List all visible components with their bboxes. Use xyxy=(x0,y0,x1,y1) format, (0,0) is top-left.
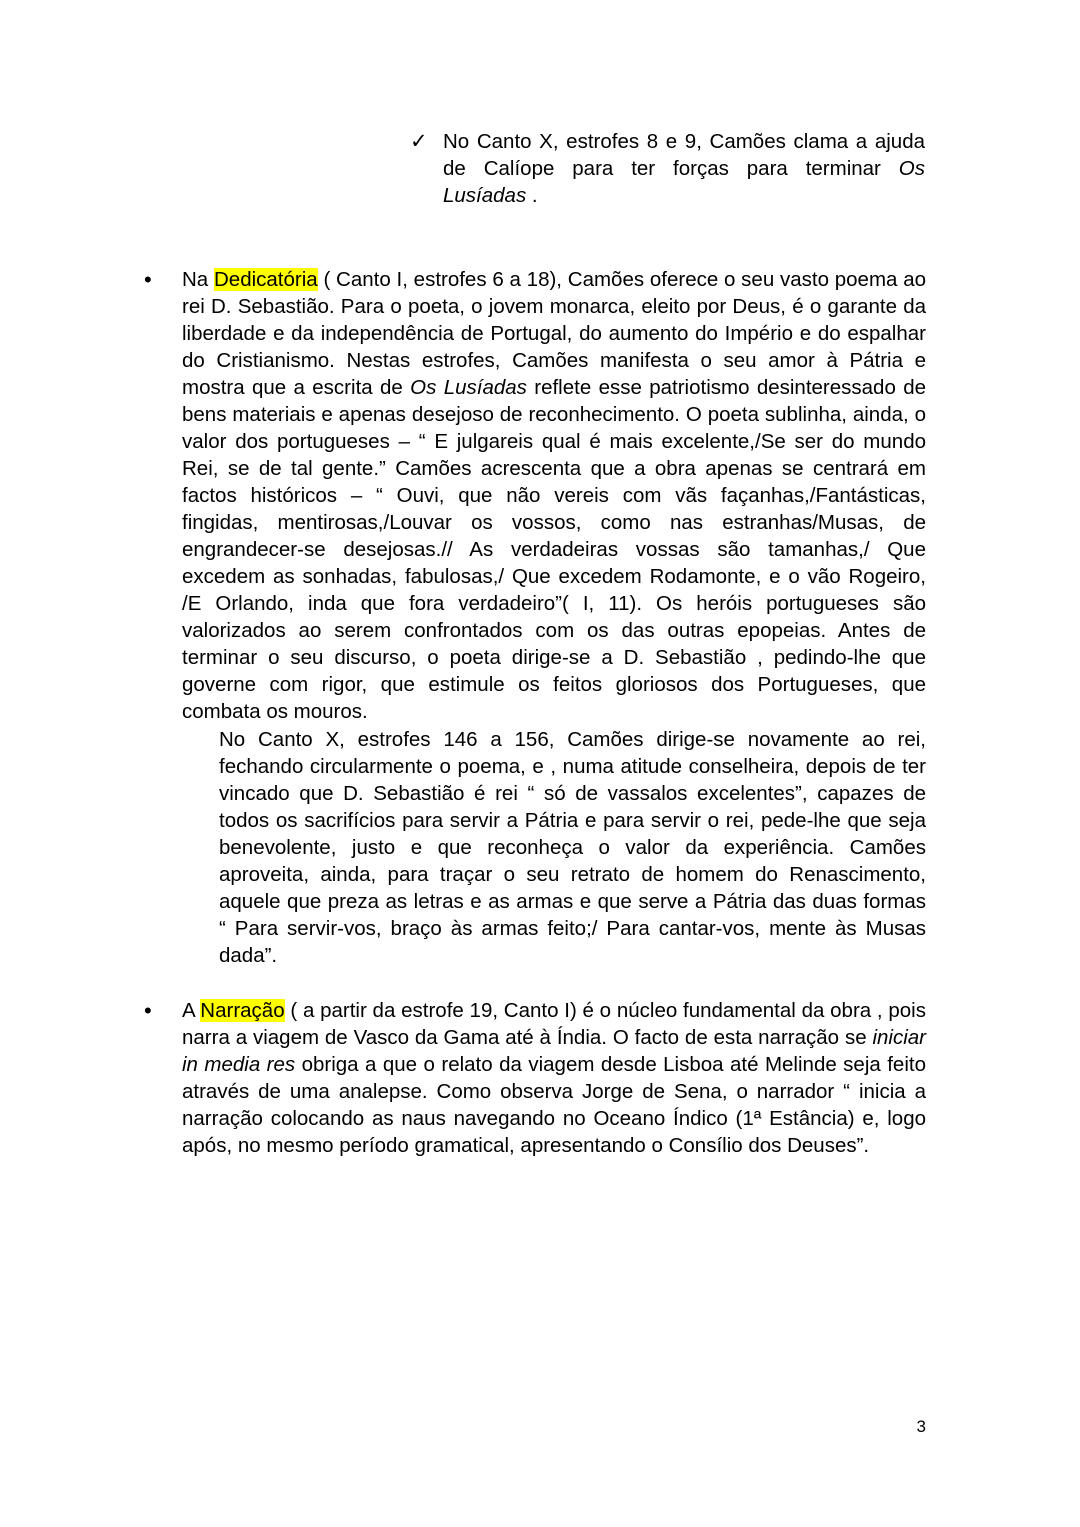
highlight-dedicatoria: Dedicatória xyxy=(213,268,318,291)
bullet-icon: • xyxy=(144,998,152,1023)
check-item-calliope xyxy=(443,128,925,209)
highlight-narracao: Narração xyxy=(200,999,285,1022)
check-item-text: No Canto X, estrofes 8 e 9, Camões clama a ajuda de Calíope para ter forças para terminar Os Lusíadas . xyxy=(443,130,925,207)
work-title: Os Lusíadas xyxy=(443,157,925,207)
bullet-icon: • xyxy=(144,267,152,292)
paragraph-dedicatoria: Na Dedicatória ( Canto I, estrofes 6 a 18), Camões oferece o seu vasto poema ao rei D. Sebastião. Para o poeta, o jovem monarca, eleito por Deus, é o garante da liberdade e da independência de Portugal, do aumento do Império e do espalhar do Cristianismo. Nestas estrofes, Camões manifesta o seu amor à Pátria e mostra que a escrita de Os Lusíadas reflete esse patriotismo desinteressado de bens materiais e apenas desejoso de reconhecimento. O poeta sublinha, ainda, o valor dos portugueses – “ E julgareis qual é mais excelente,/Se ser do mundo Rei, se de tal gente.” Camões acrescenta que a obra apenas se centrará em factos históricos – “ Ouvi, que não vereis com vãs façanhas,/Fantásticas, fingidas, mentirosas,/Louvar os vossos, como nas estranhas/Musas, de engrandecer-se desejosas.// As verdadeiras vossas são tamanhas,/ Que excedem as sonhadas, fabulosas,/ Que excedem Rodamonte, e o vão Rogeiro, /E Orlando, inda que fora verdadeiro”( I, 11). Os heróis portugueses são valorizados ao serem confrontados com os das outras epopeias. Antes de terminar o seu discurso, o poeta dirige-se a D. Sebastião , pedindo-lhe que governe com rigor, que estimule os feitos gloriosos dos Portugueses, que combata os mouros. xyxy=(182,268,927,723)
work-title: Os Lusíadas xyxy=(410,376,527,399)
page-number: 3 xyxy=(916,1417,926,1436)
latin-phrase: iniciar in media res xyxy=(182,1026,926,1076)
paragraph-narracao: A Narração ( a partir da estrofe 19, Canto I) é o núcleo fundamental da obra , pois narra a viagem de Vasco da Gama até à Índia. O facto de esta narração se iniciar in media res obriga a que o relato da viagem desde Lisboa até Melinde seja feito através de uma analepse. Como observa Jorge de Sena, o narrador “ inicia a narração colocando as naus navegando no Oceano Índico (1ª Estância) e, logo após, no mesmo período gramatical, apresentando o Consílio dos Deuses”. xyxy=(182,999,926,1157)
sub-paragraph-canto-x: No Canto X, estrofes 146 a 156, Camões dirige-se novamente ao rei, fechando circularmente o poema, e , numa atitude conselheira, depois de ter vincado que D. Sebastião é rei “ só de vassalos excelentes”, capazes de todos os sacrifícios para servir a Pátria e para servir o rei, pede-lhe que seja benevolente, justo e que reconheça o valor da experiência. Camões aproveita, ainda, para traçar o seu retrato de homem do Renascimento, aquele que preza as letras e as armas e que serve a Pátria das duas formas “ Para servir-vos, braço às armas feito;/ Para cantar-vos, mente às Musas dada”. xyxy=(219,728,926,967)
checkmark-icon: ✓ xyxy=(410,129,428,153)
